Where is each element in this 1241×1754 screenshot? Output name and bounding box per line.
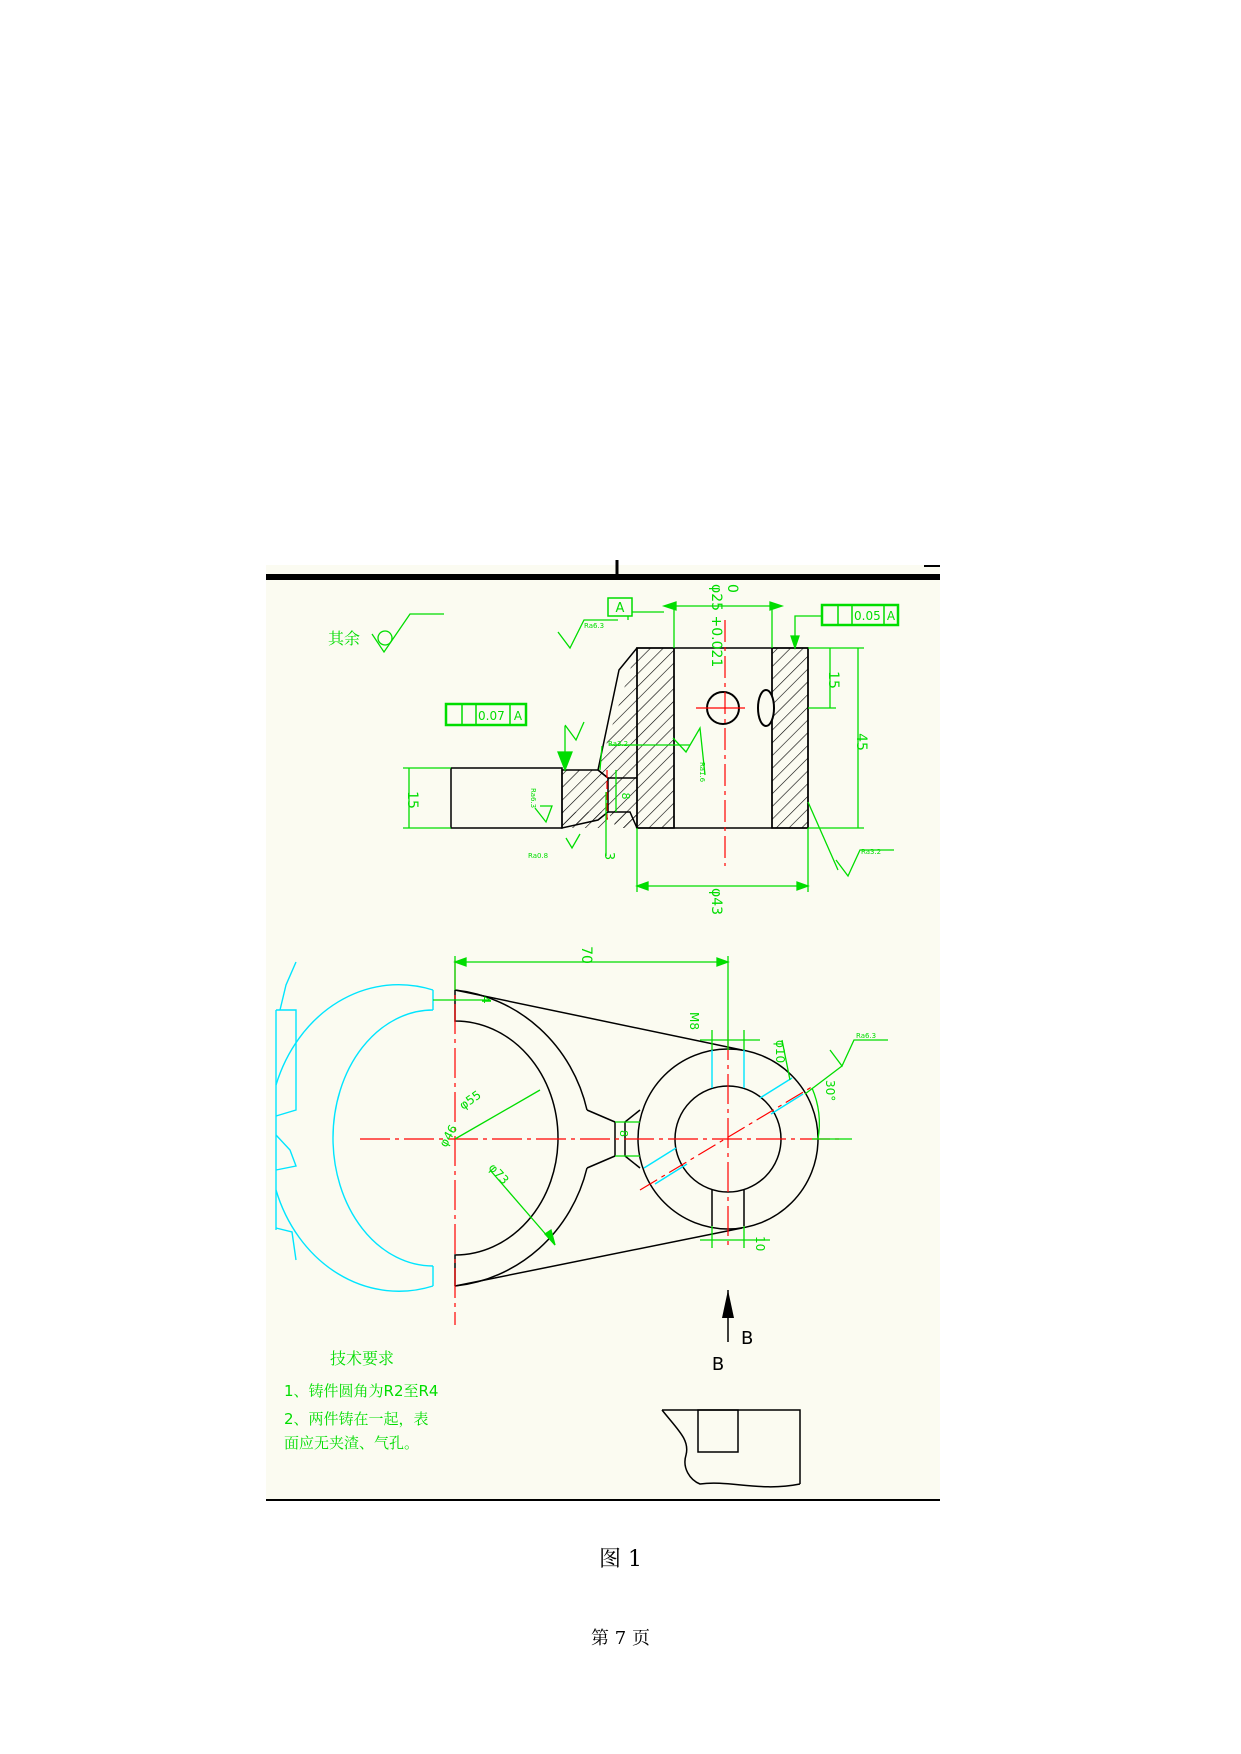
roughness-r5: Ra6.3	[529, 788, 537, 809]
roughness-r4: Ra3.2	[861, 848, 882, 856]
dim-bore: φ25 +0.021	[708, 584, 724, 668]
datum-a	[608, 598, 632, 616]
tolerance-frame-right	[822, 605, 898, 625]
roughness-r6: Ra1.6	[698, 762, 706, 783]
dim-h15-left: 15	[404, 791, 420, 809]
tolerance-left-value: 0.07	[478, 709, 505, 723]
tolerance-left-datum: A	[513, 709, 523, 723]
hatch-right-wall	[772, 648, 808, 828]
roughness-r1: Ra6.3	[584, 622, 605, 630]
tech-item-1: 1、铸件圆角为R2至R4	[284, 1382, 439, 1400]
dim-h45: 45	[853, 733, 869, 751]
dim-w8: 8	[617, 1130, 630, 1137]
roughness-r2: Ra3.2	[608, 740, 629, 748]
dim-w4: 4	[479, 996, 493, 1004]
dim-bore-lower: 0	[724, 584, 740, 593]
dim-m8: M8	[687, 1012, 701, 1030]
tech-item-3: 面应无夹渣、气孔。	[284, 1434, 420, 1452]
dim-w70: 70	[578, 946, 594, 964]
tolerance-right-value: 0.05	[854, 609, 881, 623]
tech-title: 技术要求	[330, 1349, 395, 1368]
tolerance-frame-left	[446, 704, 526, 725]
cross-hole-section	[758, 690, 774, 726]
tech-item-2: 2、两件铸在一起，表	[284, 1410, 429, 1428]
dim-d43: φ43	[708, 888, 724, 916]
dim-h15-right: 15	[825, 671, 841, 689]
page-number: 第 7 页	[591, 1628, 650, 1649]
dim-d10: φ10	[773, 1040, 787, 1064]
hatch-left-wall	[637, 648, 674, 828]
dim-w10: 10	[753, 1236, 767, 1252]
figure-caption: 图 1	[599, 1547, 642, 1572]
view-b-arrow-label: B	[741, 1328, 754, 1349]
sheet-top-border	[266, 574, 940, 580]
tolerance-right-datum: A	[886, 609, 896, 623]
dim-h3: 3	[601, 851, 616, 861]
dim-d46: φ46	[436, 1122, 461, 1150]
dim-d55: φ55	[456, 1087, 484, 1113]
dim-angle30: 30°	[823, 1080, 837, 1102]
view-b-label: B	[711, 1354, 725, 1375]
dim-h8: 8	[619, 792, 632, 800]
roughness-r3: Ra0.8	[528, 852, 549, 860]
roughness-r8: Ra6.3	[856, 1032, 877, 1040]
dim-d73: φ73	[485, 1160, 512, 1188]
surface-note-label: 其余	[328, 629, 361, 648]
datum-a-label: A	[615, 601, 625, 616]
